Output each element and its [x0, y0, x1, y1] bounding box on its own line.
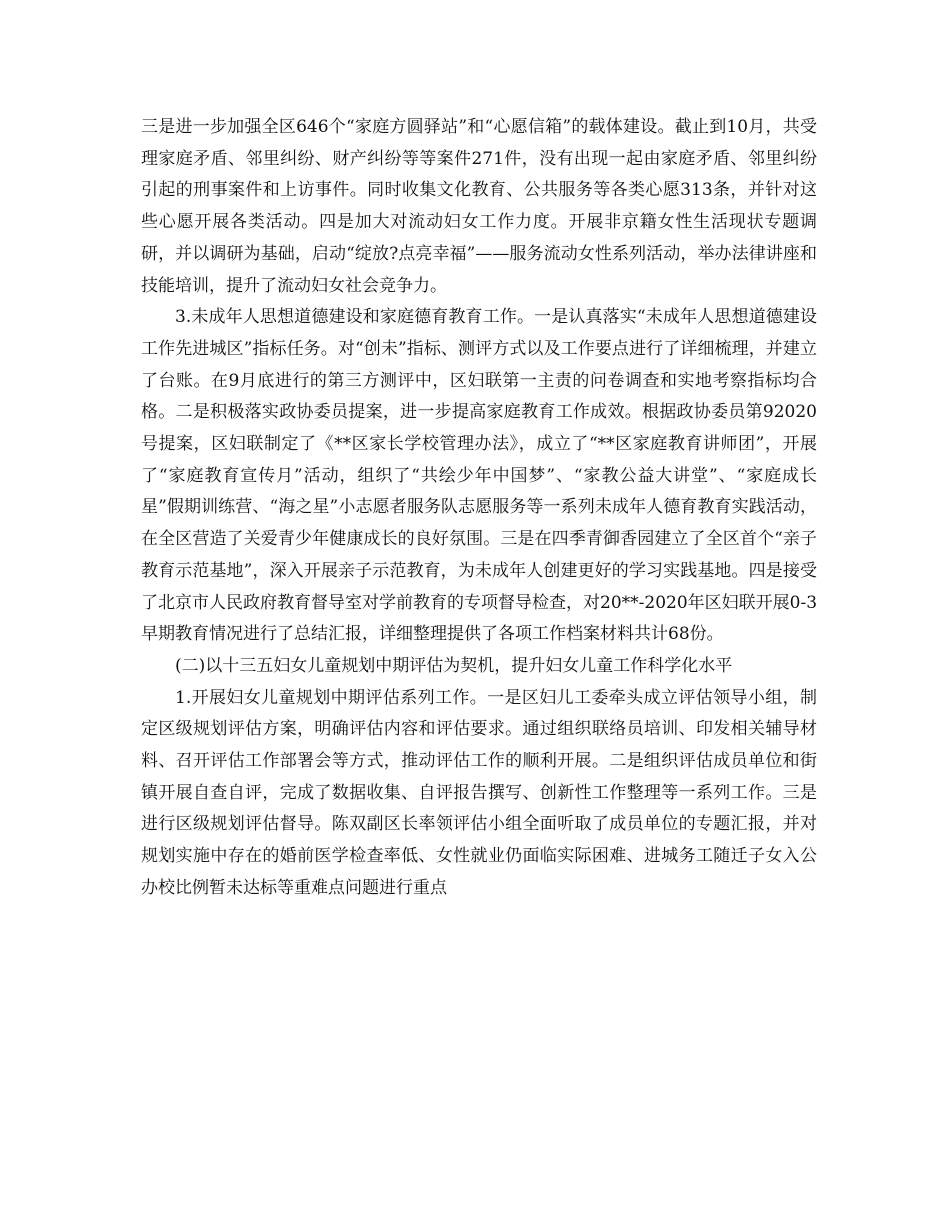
document-page: [141, 112, 817, 905]
paragraph-plan-evaluation: 1.开展妇女儿童规划中期评估系列工作。一是区妇儿工委牵头成立评估领导小组，制定区级规划评估方案，明确评估内容和评估要求。通过组织联络员培训、印发相关辅导材料、召开评估工作部署会等方式，推动评估工作的顺利开展。二是组织评估成员单位和街镇开展自查自评，完成了数据收集、自评报告撰写、创新性工作整理等一系列工作。三是进行区级规划评估督导。陈双副区长率领评估小组全面听取了成员单位的专题汇报，并对规划实施中存在的婚前医学检查率低、女性就业仍面临实际困难、进城务工随迁子女入公办校比例暂未达标等重难点问题进行重点: [141, 687, 817, 898]
section-heading-mid-term-evaluation: (二)以十三五妇女儿童规划中期评估为契机，提升妇女儿童工作科学化水平: [175, 655, 733, 676]
paragraph-carrier-building: 三是进一步加强全区646个“家庭方圆驿站”和“心愿信箱”的载体建设。截止到10月，共受理家庭矛盾、邻里纠纷、财产纠纷等等案件271件，没有出现一起由家庭矛盾、邻里纠纷引起的刑事案件和上访事件。同时收集文化教育、公共服务等各类心愿313条，并针对这些心愿开展各类活动。四是加大对流动妇女工作力度。开展非京籍女性生活现状专题调研，并以调研为基础，启动“绽放?点亮幸福”——服务流动女性系列活动，举办法律讲座和技能培训，提升了流动妇女社会竞争力。: [141, 117, 817, 296]
paragraph-minors-moral-education: 3.未成年人思想道德建设和家庭德育教育工作。一是认真落实“未成年人思想道德建设工作先进城区”指标任务。对“创未”指标、测评方式以及工作要点进行了详细梳理，并建立了台账。在9月底进行的第三方测评中，区妇联第一主责的问卷调查和实地考察指标均合格。二是积极落实政协委员提案，进一步提高家庭教育工作成效。根据政协委员第92020号提案，区妇联制定了《**区家长学校管理办法》，成立了“**区家庭教育讲师团”，开展了“家庭教育宣传月”活动，组织了“共绘少年中国梦”、“家教公益大讲堂”、“家庭成长星”假期训练营、“海之星”小志愿者服务队志愿服务等一系列未成年人德育教育实践活动，在全区营造了关爱青少年健康成长的良好氛围。三是在四季青御香园建立了全区首个“亲子教育示范基地”，深入开展亲子示范教育，为未成年人创建更好的学习实践基地。四是接受了北京市人民政府教育督导室对学前教育的专项督导检查，对20**-2020年区妇联开展0-3早期教育情况进行了总结汇报，详细整理提供了各项工作档案材料共计68份。: [141, 307, 818, 645]
